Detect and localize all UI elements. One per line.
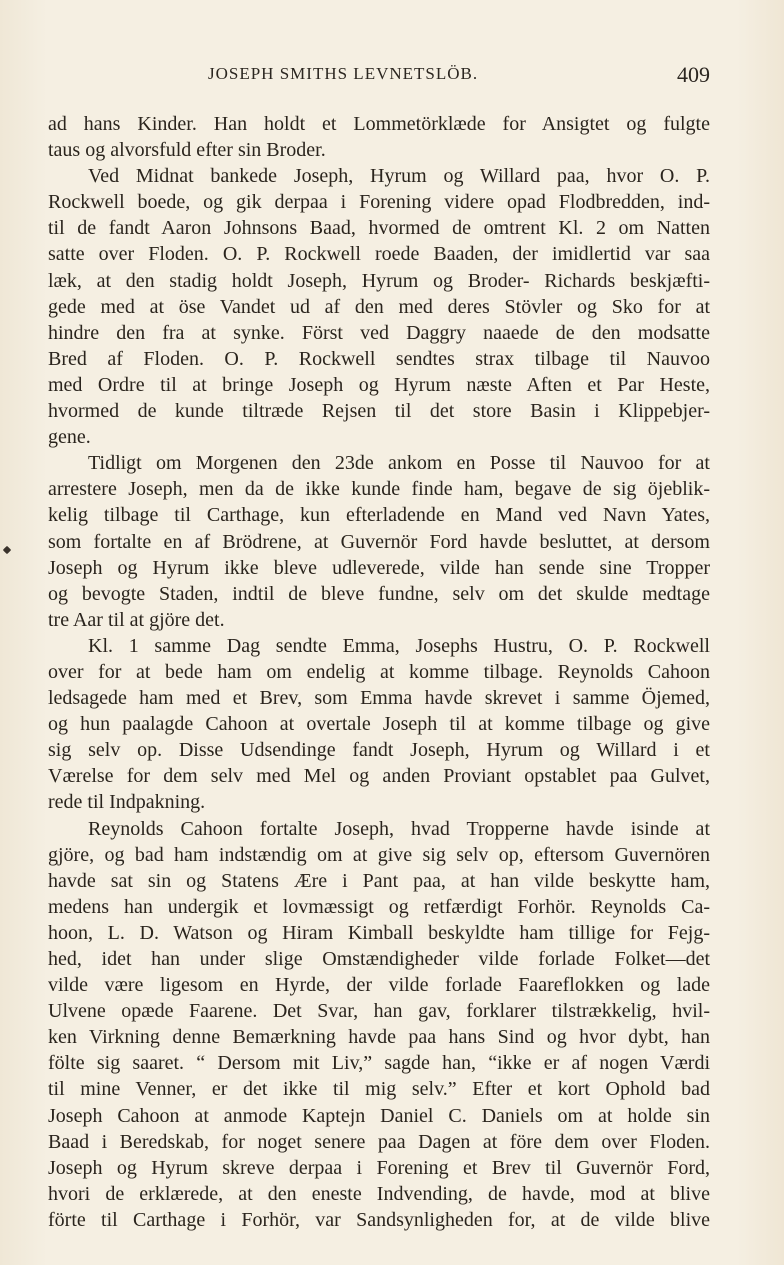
text-line: Bred af Floden. O. P. Rockwell sendtes strax tilbage til Nauvoo <box>48 347 710 370</box>
text-line: Reynolds Cahoon fortalte Joseph, hvad Tropperne havde isinde at <box>88 817 710 840</box>
paragraph <box>48 450 710 633</box>
page-header <box>48 64 710 96</box>
text-line: Joseph og Hyrum skreve derpaa i Forening et Brev til Guvernör Ford, <box>48 1156 710 1179</box>
text-line: kelig tilbage til Carthage, kun efterladende en Mand ved Navn Yates, <box>48 504 710 527</box>
text-line: satte over Floden. O. P. Rockwell roede Baaden, der imidlertid var saa <box>48 243 710 266</box>
text-line: förte til Carthage i Forhör, var Sandsynligheden for, at de vilde blive <box>48 1208 710 1231</box>
text-line: Ulvene opæde Faarene. Det Svar, han gav, forklarer tilstrækkelig, hvil- <box>48 1000 710 1023</box>
text-line: Værelse for dem selv med Mel og anden Proviant opstablet paa Gulvet, <box>48 765 710 788</box>
text-line: rede til Indpakning. <box>48 791 206 814</box>
paragraph <box>48 816 710 1234</box>
margin-mark-icon <box>3 546 11 554</box>
text-line: fölte sig saaret. “ Dersom mit Liv,” sagde han, “ikke er af nogen Værdi <box>48 1052 710 1075</box>
text-line: Rockwell boede, og gik derpaa i Forening videre opad Flodbredden, ind- <box>48 191 710 214</box>
text-line: Ved Midnat bankede Joseph, Hyrum og Willard paa, hvor O. P. <box>88 165 710 188</box>
text-line: gjöre, og bad ham indstændig om at give sig selv op, eftersom Guvernören <box>48 843 710 866</box>
text-line: hvori de erklærede, at den eneste Indvending, de havde, mod at blive <box>48 1182 710 1205</box>
text-line: og bevogte Staden, indtil de bleve fundne, selv om det skulde medtage <box>48 582 710 605</box>
text-line: ken Virkning denne Bemærkning havde paa hans Sind og hvor dybt, han <box>48 1026 710 1049</box>
text-line: vilde være ligesom en Hyrde, der vilde forlade Faareflokken og lade <box>48 974 710 997</box>
running-title: JOSEPH SMITHS LEVNETSLÖB. <box>208 64 479 83</box>
paragraph <box>48 633 710 816</box>
text-line: ad hans Kinder. Han holdt et Lommetörklæde for Ansigtet og fulgte <box>48 113 710 135</box>
text-line: over for at bede ham om endelig at komme tilbage. Reynolds Cahoon <box>48 660 710 683</box>
text-line: Baad i Beredskab, for noget senere paa Dagen at före dem over Floden. <box>48 1130 710 1153</box>
page-number: 409 <box>677 62 710 87</box>
text-line: gene. <box>48 426 91 449</box>
text-line: læk, at den stadig holdt Joseph, Hyrum og Broder- Richards beskjæfti- <box>48 269 710 292</box>
body-text <box>48 111 710 1233</box>
text-line: hed, idet han under slige Omstændigheder vilde forlade Folket—det <box>48 948 710 970</box>
text-line: Tidligt om Morgenen den 23de ankom en Posse til Nauvoo for at <box>88 452 710 475</box>
paragraph <box>48 111 710 163</box>
text-line: tre Aar til at gjöre det. <box>48 608 225 631</box>
text-line: som fortalte en af Brödrene, at Guvernör Ford havde besluttet, at dersom <box>48 530 710 553</box>
text-line: medens han undergik et lovmæssigt og retfærdigt Forhör. Reynolds Ca- <box>48 895 710 918</box>
text-line: hoon, L. D. Watson og Hiram Kimball beskyldte ham tillige for Fejg- <box>48 921 710 944</box>
text-line: med Ordre til at bringe Joseph og Hyrum næste Aften et Par Heste, <box>48 373 710 396</box>
text-line: gede med at öse Vandet ud af den med deres Stövler og Sko for at <box>48 295 710 318</box>
text-line: til mine Venner, er det ikke til mig selv.” Efter et kort Ophold bad <box>48 1078 710 1101</box>
text-line: Kl. 1 samme Dag sendte Emma, Josephs Hustru, O. P. Rockwell <box>88 634 710 657</box>
text-line: Joseph Cahoon at anmode Kaptejn Daniel C. Daniels om at holde sin <box>48 1104 710 1127</box>
text-line: havde sat sin og Statens Ære i Pant paa, at han vilde beskytte ham, <box>48 869 710 892</box>
text-line: og hun paalagde Cahoon at overtale Joseph til at komme tilbage og give <box>48 713 710 736</box>
text-line: hindre den fra at synke. Först ved Daggry naaede de den modsatte <box>48 321 710 344</box>
text-line: ledsagede ham med et Brev, som Emma havde skrevet i samme Öjemed, <box>48 687 710 710</box>
paragraph <box>48 163 710 450</box>
text-line: taus og alvorsfuld efter sin Broder. <box>48 139 326 162</box>
text-line: til de fandt Aaron Johnsons Baad, hvormed de omtrent Kl. 2 om Natten <box>48 217 710 240</box>
text-line: arrestere Joseph, men da de ikke kunde finde ham, begave de sig öjeblik- <box>48 478 710 501</box>
text-line: hvormed de kunde tiltræde Rejsen til det store Basin i Klippebjer- <box>48 400 710 423</box>
text-line: sig selv op. Disse Udsendinge fandt Joseph, Hyrum og Willard i et <box>48 739 710 762</box>
text-line: Joseph og Hyrum ikke bleve udleverede, vilde han sende sine Tropper <box>48 556 710 579</box>
